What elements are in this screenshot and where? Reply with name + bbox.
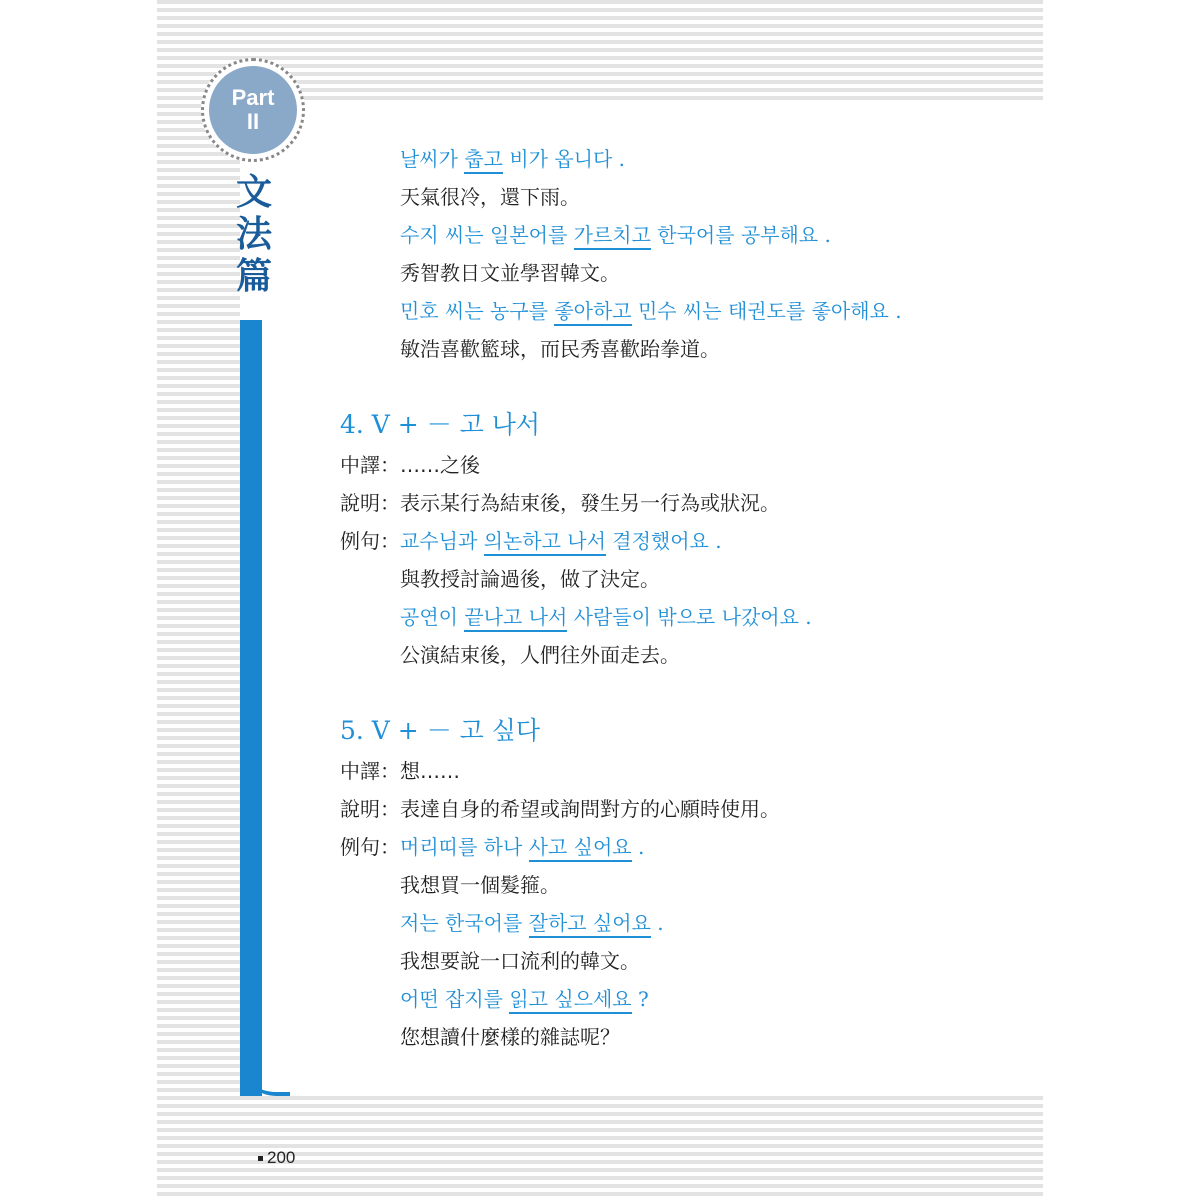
korean-example: 머리띠를 하나 사고 싶어요 . [400,834,644,860]
explanation-line: 說明：表達自身的希望或詢問對方的心願時使用。 [340,797,780,821]
chapter-title [232,172,276,298]
part-numeral: II [246,109,260,134]
chinese-translation: 公演結束後，人們往外面走去。 [400,643,680,667]
meaning-line: 中譯：想…… [340,759,460,783]
chapter-title-char: 篇 [235,256,272,297]
side-accent-bar [240,320,262,1096]
korean-example: 저는 한국어를 잘하고 싶어요 . [400,910,664,936]
chinese-translation: 我想要說一口流利的韓文。 [400,949,640,973]
part-badge [209,66,297,154]
korean-example: 교수님과 의논하고 나서 결정했어요 . [400,528,722,554]
example-label: 例句： [340,835,400,859]
explanation-line: 說明：表示某行為結束後，發生另一行為或狀況。 [340,491,780,515]
korean-example: 공연이 끝나고 나서 사람들이 밖으로 나갔어요 . [400,604,812,630]
korean-example: 날씨가 춥고 비가 옵니다 . [400,146,625,172]
chinese-translation: 您想讀什麼樣的雜誌呢？ [400,1025,620,1049]
page-number: 200 [258,1148,295,1168]
chinese-translation: 我想買一個髮箍。 [400,873,560,897]
chinese-translation: 敏浩喜歡籃球，而民秀喜歡跆拳道。 [400,337,720,361]
chinese-translation: 秀智教日文並學習韓文。 [400,261,620,285]
korean-example: 어떤 잡지를 읽고 싶으세요 ? [400,986,649,1012]
korean-example: 수지 씨는 일본어를 가르치고 한국어를 공부해요 . [400,222,831,248]
chinese-translation: 與教授討論過後，做了決定。 [400,567,660,591]
meaning-line: 中譯：……之後 [340,453,480,477]
chapter-title-char: 文 [235,172,272,213]
example-label: 例句： [340,529,400,553]
chapter-title-char: 法 [235,214,272,255]
section-heading: 5. V + － 고 싶다 [340,716,541,745]
korean-example: 민호 씨는 농구를 좋아하고 민수 씨는 태권도를 좋아해요 . [400,298,902,324]
section-heading: 4. V + － 고 나서 [340,410,541,439]
part-label: Part [231,85,275,110]
chinese-translation: 天氣很冷，還下雨。 [400,185,580,209]
